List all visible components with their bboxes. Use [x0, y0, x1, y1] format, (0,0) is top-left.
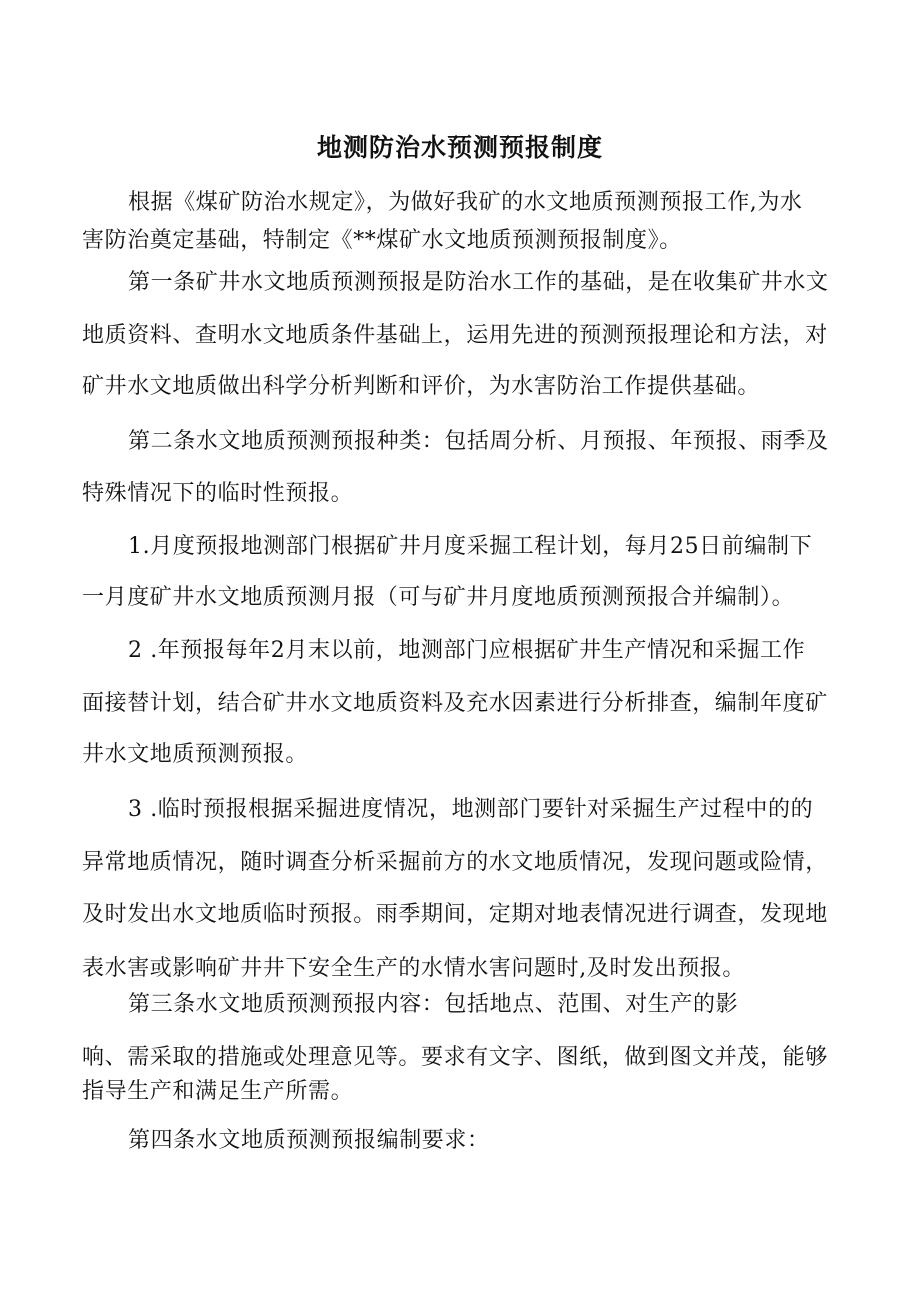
text-line: 第四条水文地质预测预报编制要求： [128, 1128, 490, 1153]
document-title: 地测防治水预测预报制度 [316, 133, 603, 162]
text-line: 第一条矿井水文地质预测预报是防治水工作的基础，是在收集矿井水文 [128, 270, 829, 295]
text-line: 井水文地质预测预报。 [82, 742, 309, 767]
text-line: 第二条水文地质预测预报种类：包括周分析、月预报、年预报、雨季及 [128, 429, 829, 454]
text-line: 害防治奠定基础，特制定《**煤矿水文地质预测预报制度》。 [82, 228, 682, 253]
text-line: 指导生产和满足生产所需。 [82, 1079, 354, 1104]
text-line: 第三条水文地质预测预报内容：包括地点、范围、对生产的影 [128, 992, 739, 1017]
text-line: 表水害或影响矿井井下安全生产的水情水害问题时,及时发出预报。 [82, 956, 745, 981]
text-line: 矿井水文地质做出科学分析判断和评价，为水害防治工作提供基础。 [82, 374, 761, 399]
text-line: 面接替计划，结合矿井水文地质资料及充水因素进行分析排查，编制年度矿 [82, 691, 828, 716]
text-line: 特殊情况下的临时性预报。 [82, 481, 354, 506]
text-line: 一月度矿井水文地质预测月报（可与矿井月度地质预测预报合并编制）。 [82, 585, 795, 610]
text-line: 响、需采取的措施或处理意见等。要求有文字、图纸，做到图文并茂，能够 [82, 1045, 828, 1070]
text-line: 根据《煤矿防治水规定》，为做好我矿的水文地质预测预报工作,为水 [128, 190, 803, 215]
text-line: 异常地质情况，随时调查分析采掘前方的水文地质情况，发现问题或险情， [82, 850, 828, 875]
text-line: 及时发出水文地质临时预报。雨季期间，定期对地表情况进行调查，发现地 [82, 902, 828, 927]
text-line: 3 .临时预报根据采掘进度情况，地测部门要针对采掘生产过程中的的 [128, 797, 814, 822]
text-line: 1.月度预报地测部门根据矿井月度采掘工程计划，每月25日前编制下 [128, 534, 813, 559]
text-line: 地质资料、查明水文地质条件基础上，运用先进的预测预报理论和方法，对 [82, 323, 828, 348]
text-line: 2 .年预报每年2月末以前，地测部门应根据矿井生产情况和采掘工作 [128, 638, 806, 663]
